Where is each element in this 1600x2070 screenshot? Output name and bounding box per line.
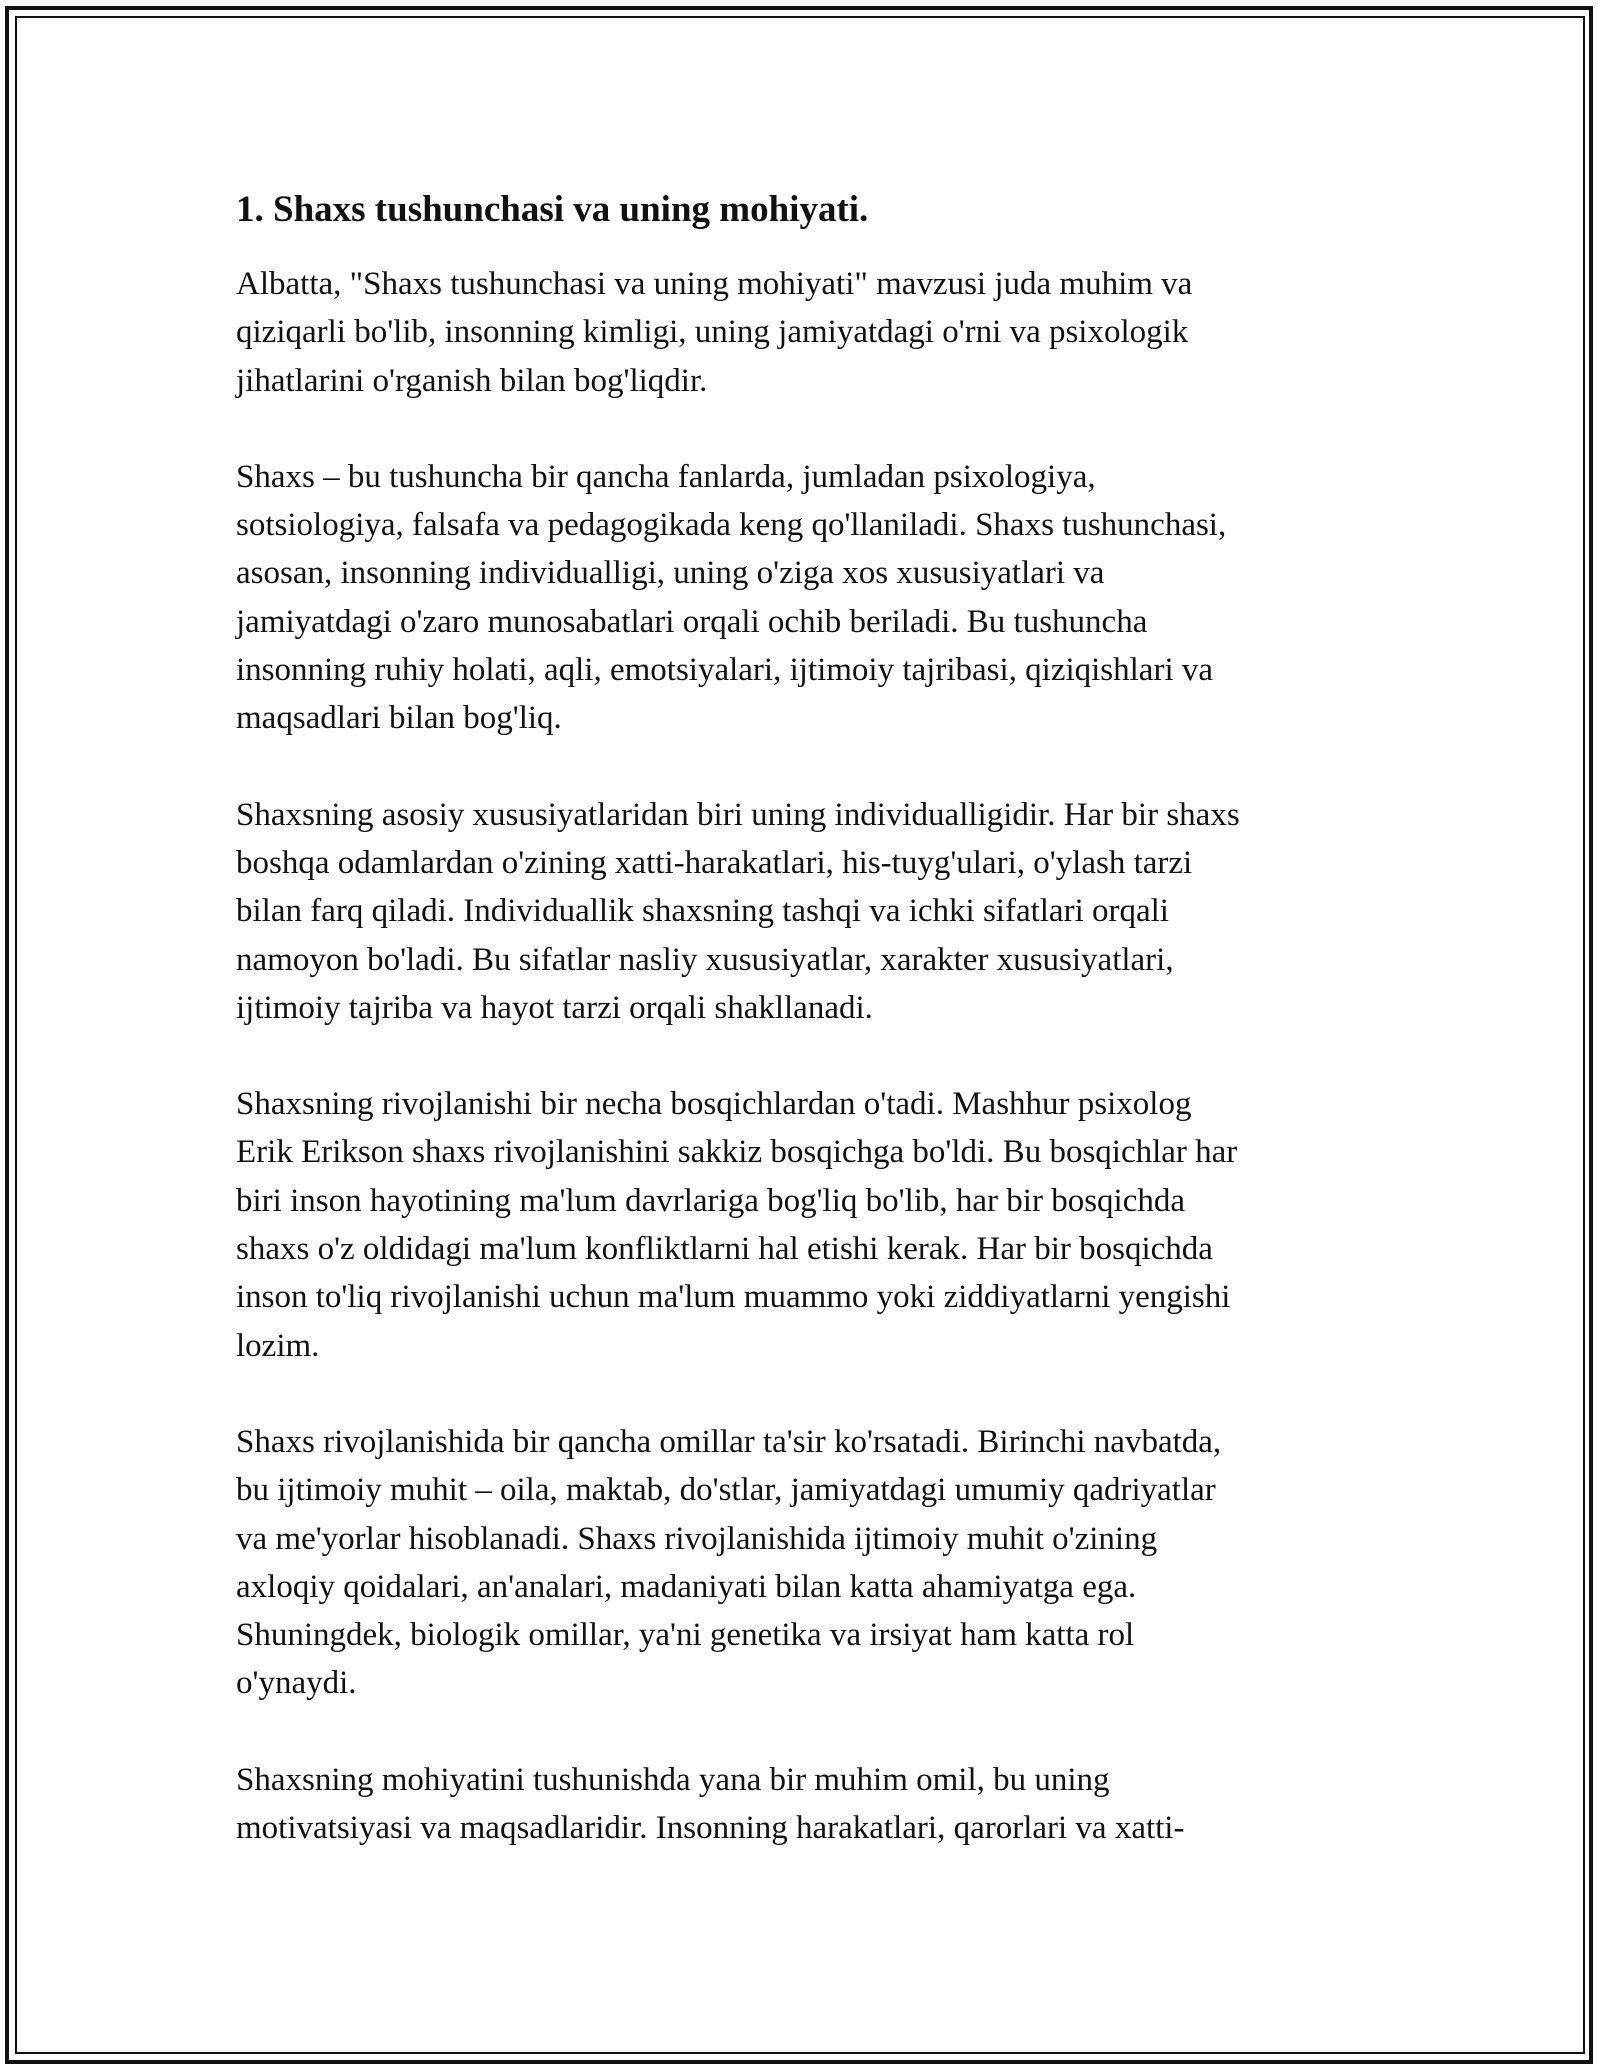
section-heading: 1. Shaxs tushunchasi va uning mohiyati. xyxy=(236,189,869,230)
paragraph-individuality: Shaxsning asosiy xususiyatlaridan biri uning individualligidir. Har bir shaxs boshqa odamlardan o'zining xatti-harakatlari, his-tuyg'ulari, o'ylash tarzi bilan farq qiladi. Individuallik shaxsning tashqi va ichki sifatlari orqali namoyon bo'ladi. Bu sifatlar nasliy xususiyatlar, xarakter xususiyatlari, ijtimoiy tajriba va hayot tarzi orqali shakllanadi. xyxy=(236,796,1240,1026)
paragraph-development-factors: Shaxs rivojlanishida bir qancha omillar ta'sir ko'rsatadi. Birinchi navbatda, bu ijtimoiy muhit – oila, maktab, do'stlar, jamiyatdagi umumiy qadriyatlar va me'yorlar hisoblanadi. Shaxs rivojlanishida ijtimoiy muhit o'zining axloqiy qoidalari, an'analari, madaniyati bilan katta ahamiyatga ega. Shuningdek, biologik omillar, ya'ni genetika va irsiyat ham katta rol o'ynaydi. xyxy=(236,1423,1222,1702)
document-body xyxy=(236,186,1366,1900)
paragraph-definition: Shaxs – bu tushuncha bir qancha fanlarda, jumladan psixologiya, sotsiologiya, falsafa va pedagogikada keng qo'llaniladi. Shaxs tushunchasi, asosan, insonning individualligi, uning o'ziga xos xususiyatlari va jamiyatdagi o'zaro munosabatlari orqali ochib beriladi. Bu tushuncha insonning ruhiy holati, aqli, emotsiyalari, ijtimoiy tajribasi, qiziqishlari va maqsadlari bilan bog'liq. xyxy=(236,458,1227,737)
paragraph-development-stages: Shaxsning rivojlanishi bir necha bosqichlardan o'tadi. Mashhur psixolog Erik Erikson shaxs rivojlanishini sakkiz bosqichga bo'ldi. Bu bosqichlar har biri inson hayotining ma'lum davrlariga bog'liq bo'lib, har bir bosqichda shaxs o'z oldidagi ma'lum konfliktlarni hal etishi kerak. Har bir bosqichda inson to'liq rivojlanishi uchun ma'lum muammo yoki ziddiyatlarni yengishi lozim. xyxy=(236,1086,1238,1364)
paragraph-motivation: Shaxsning mohiyatini tushunishda yana bir muhim omil, bu uning motivatsiyasi va maqsadlaridir. Insonning harakatlari, qarorlari va xatti- xyxy=(236,1761,1185,1847)
paragraph-intro: Albatta, "Shaxs tushunchasi va uning mohiyati" mavzusi juda muhim va qiziqarli bo'lib, insonning kimligi, uning jamiyatdagi o'rni va psixologik jihatlarini o'rganish bilan bog'liqdir. xyxy=(236,266,1193,399)
